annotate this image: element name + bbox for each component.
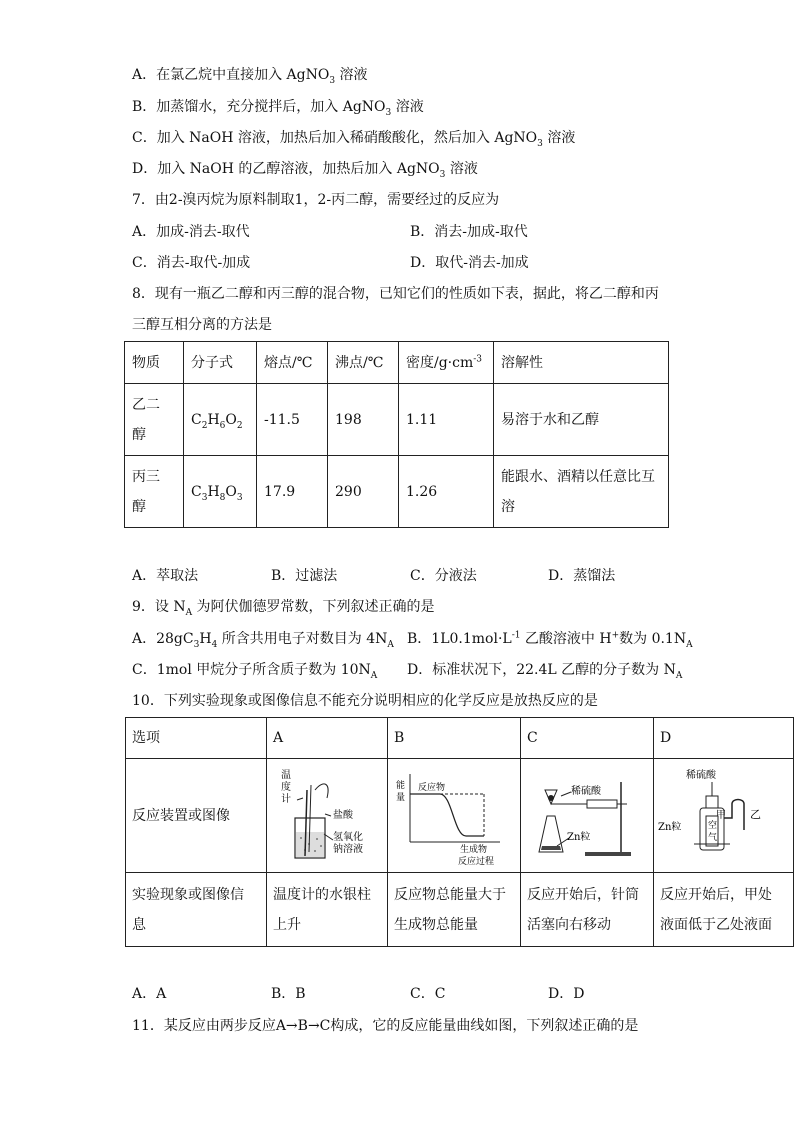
label-naoh-2: 钠溶液 [333, 843, 363, 855]
y-label-2: 量 [396, 792, 406, 803]
jia-label: 甲 [716, 809, 726, 821]
q10-option-c: C．C [410, 986, 446, 1002]
row-label: 实验现象或图像信息 [126, 873, 267, 947]
header-cell: 分子式 [184, 342, 257, 384]
y-label-1: 能 [396, 780, 406, 791]
zn-label: Zn粒 [567, 831, 591, 843]
zn-label: Zn粒 [658, 821, 682, 833]
substance-cell: 乙二醇 [125, 384, 184, 456]
q10-table [125, 717, 794, 947]
acid-label: 稀硫酸 [686, 769, 716, 781]
header-cell: 熔点/℃ [257, 342, 328, 384]
stopper [706, 796, 718, 808]
cell: 能跟水、酒精以任意比互溶 [494, 456, 669, 528]
air-label-1: 空 [708, 820, 718, 831]
u-tube [724, 799, 744, 830]
q6-option-a: A．在氯乙烷中直接加入 AgNO$_3$ 溶液 [132, 67, 368, 86]
figure-c-cell [521, 759, 654, 873]
energy-curve [410, 794, 484, 836]
q6-option-b: B．加蒸馏水，充分搅拌后，加入 AgNO$_3$ 溶液 [132, 99, 424, 118]
figure-d [654, 760, 786, 872]
syringe [587, 800, 617, 808]
dropper [315, 783, 328, 797]
zinc [541, 846, 561, 850]
header-cell: A [267, 718, 388, 759]
table-header-row [125, 342, 669, 384]
figure-a-cell [267, 759, 388, 873]
header-cell: 密度$/g\cdot cm^{-3}$ [399, 342, 494, 384]
q7-option-d: D．取代-消去-加成 [410, 255, 529, 271]
cell: 温度计的水银柱上升 [267, 873, 388, 947]
figure-b-cell [388, 759, 521, 873]
q8-stem-line2: 三醇互相分离的方法是 [132, 317, 272, 333]
figure-c [521, 760, 653, 872]
cell: 1.26 [399, 456, 494, 528]
header-cell: 物质 [125, 342, 184, 384]
q10-option-d: D．D [548, 986, 585, 1002]
label-wen: 温 [281, 769, 291, 781]
q9-option-b: B．$1L0.1mol\cdot L^{-1}$ 乙酸溶液中 H+数为 $0.1N_A$ [407, 630, 693, 650]
yi-label: 乙 [750, 807, 761, 821]
stand-base [585, 852, 631, 856]
q10-stem: 10．下列实验现象或图像信息不能充分说明相应的化学反应是放热反应的是 [132, 693, 598, 709]
solution [296, 832, 324, 857]
label-naoh-1: 氢氧化 [333, 831, 363, 843]
cell: -11.5 [257, 384, 328, 456]
substance-cell: 丙三醇 [125, 456, 184, 528]
label-ji: 计 [281, 793, 291, 805]
table-row [126, 759, 794, 873]
formula-cell: $C_3H_8O_3$ [184, 456, 257, 528]
q7-stem: 7．由2-溴丙烷为原料制取1，2-丙二醇，需要经过的反应为 [132, 192, 500, 208]
cell: 反应开始后，针筒活塞向右移动 [521, 873, 654, 947]
q8-option-b: B．过滤法 [271, 568, 338, 584]
q6-option-c: C．加入 NaOH 溶液，加热后加入稀硝酸酸化，然后加入 AgNO$_3$ 溶液 [132, 130, 576, 149]
q10-option-b: B．B [271, 986, 306, 1002]
q9-option-a: A．$28gC_3H_4$ 所含共用电子对数目为 $4N_A$ [132, 631, 394, 650]
cell: 17.9 [257, 456, 328, 528]
q8-option-d: D．蒸馏法 [548, 568, 616, 584]
x-label: 反应过程 [458, 856, 495, 867]
header-cell: 沸点/℃ [328, 342, 399, 384]
label-du: 度 [281, 781, 291, 793]
table-row [125, 456, 669, 528]
q7-option-a: A．加成-消去-取代 [132, 224, 250, 240]
figure-d-cell [654, 759, 794, 873]
product-label: 生成物 [460, 844, 488, 855]
q8-properties-table [124, 341, 669, 528]
table-header-row [126, 718, 794, 759]
header-cell: D [654, 718, 794, 759]
stopcock [548, 795, 554, 801]
cell: 易溶于水和乙醇 [494, 384, 669, 456]
cell: 反应开始后，甲处液面低于乙处液面 [654, 873, 794, 947]
air-label-2: 气 [708, 832, 718, 843]
q9-stem: 9．设 $N_A$ 为阿伏伽德罗常数，下列叙述正确的是 [132, 599, 435, 618]
q8-stem-line1: 8．现有一瓶乙二醇和丙三醇的混合物，已知它们的性质如下表，据此，将乙二醇和丙 [132, 286, 659, 302]
header-cell: B [388, 718, 521, 759]
q8-option-c: C．分液法 [410, 568, 477, 584]
q6-option-d: D．加入 NaOH 的乙醇溶液，加热后加入 AgNO$_3$ 溶液 [132, 161, 478, 180]
header-cell: 选项 [126, 718, 267, 759]
q7-option-c: C．消去-取代-加成 [132, 255, 251, 271]
q10-option-a: A．A [132, 986, 167, 1002]
figure-a [267, 760, 387, 872]
q11-stem: 11．某反应由两步反应A→B→C构成，它的反应能量曲线如图，下列叙述正确的是 [132, 1018, 639, 1034]
q8-option-a: A．萃取法 [132, 568, 199, 584]
formula-cell: $C_2H_6O_2$ [184, 384, 257, 456]
row-label: 反应装置或图像 [126, 759, 267, 873]
figure-b [388, 760, 520, 872]
q7-option-b: B．消去-加成-取代 [410, 224, 528, 240]
cell: 290 [328, 456, 399, 528]
q9-option-d: D．标准状况下，22.4L 乙醇的分子数为 $N_A$ [407, 662, 683, 681]
reactant-label: 反应物 [418, 782, 446, 793]
acid-label: 稀硫酸 [571, 785, 601, 797]
cell: 反应物总能量大于生成物总能量 [388, 873, 521, 947]
table-row [125, 384, 669, 456]
header-cell: C [521, 718, 654, 759]
table-row [126, 873, 794, 947]
q9-option-c: C．1mol 甲烷分子所含质子数为 $10N_A$ [132, 662, 378, 681]
cell: 1.11 [399, 384, 494, 456]
cell: 198 [328, 384, 399, 456]
header-cell: 溶解性 [494, 342, 669, 384]
label-acid: 盐酸 [333, 809, 353, 821]
